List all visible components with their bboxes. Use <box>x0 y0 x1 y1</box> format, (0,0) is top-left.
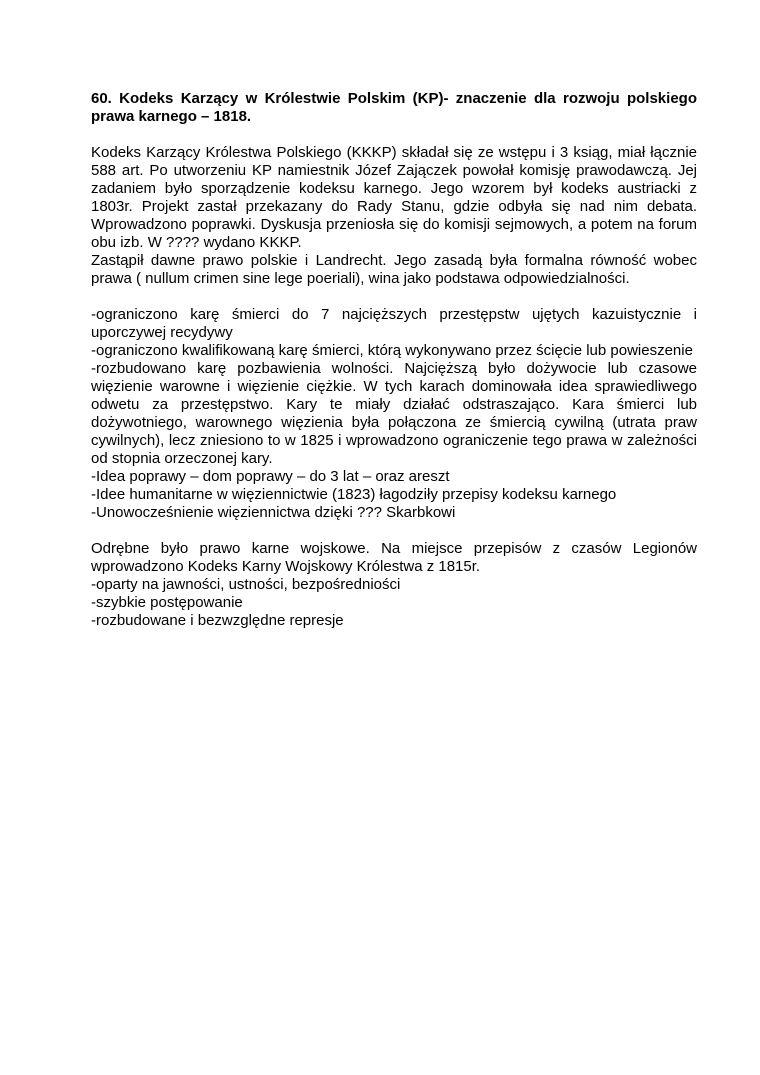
military-item-2: -szybkie postępowanie <box>91 594 243 611</box>
change-item-6: -Unowocześnienie więziennictwa dzięki ??? Skarbkowi <box>91 504 456 521</box>
military-item-3: -rozbudowane i bezwzględne represje <box>91 612 344 629</box>
change-item-4: -Idea poprawy – dom poprawy – do 3 lat – oraz areszt <box>91 468 450 485</box>
change-item-5: -Idee humanitarne w więziennictwie (1823) łagodziły przepisy kodeksu karnego <box>91 486 617 503</box>
change-item-1: -ograniczono karę śmierci do 7 najcięższych przestępstw ujętych kazuistycznie i uporczywej recydywy <box>91 306 697 341</box>
spacer <box>91 522 697 540</box>
military-item-1: -oparty na jawności, ustności, bezpośredniości <box>91 576 401 593</box>
military-paragraph: Odrębne było prawo karne wojskowe. Na miejsce przepisów z czasów Legionów wprowadzono Kodeks Karny Wojskowy Królestwa z 1815r. <box>91 540 697 575</box>
document-page <box>91 90 697 630</box>
change-item-3: -rozbudowano karę pozbawienia wolności. Najcięższą było dożywocie lub czasowe więzienie warowne i więzienie ciężkie. W tych karach dominowała idea sprawiedliwego odwetu za przestępstwo. Kary te miały działać odstraszająco. Kara śmierci lub dożywotniego, warownego więzienia była połączona ze śmiercią cywilną (utrata praw cywilnych), lecz zniesiono to w 1825 i wprowadzono ograniczenie tego prawa w zależności od stopnia orzeczonej kary. <box>91 360 697 467</box>
spacer <box>91 288 697 306</box>
intro-paragraph-2: Zastąpił dawne prawo polskie i Landrecht. Jego zasadą była formalna równość wobec prawa ( nullum crimen sine lege poeriali), wina jako podstawa odpowiedzialności. <box>91 252 697 287</box>
change-item-2: -ograniczono kwalifikowaną karę śmierci, którą wykonywano przez ścięcie lub powieszenie <box>91 342 693 359</box>
document-title: 60. Kodeks Karzący w Królestwie Polskim (KP)- znaczenie dla rozwoju polskiego prawa karnego – 1818. <box>91 90 697 125</box>
intro-paragraph-1: Kodeks Karzący Królestwa Polskiego (KKKP) składał się ze wstępu i 3 ksiąg, miał łącznie 588 art. Po utworzeniu KP namiestnik Józef Zajączek powołał komisję prawodawczą. Jej zadaniem było sporządzenie kodeksu karnego. Jego wzorem był kodeks austriacki z 1803r. Projekt zastał przekazany do Rady Stanu, gdzie odbyła się nad nim debata. Wprowadzono poprawki. Dyskusja przeniosła się do komisji sejmowych, a potem na forum obu izb. W ???? wydano KKKP. <box>91 144 697 251</box>
spacer <box>91 126 697 144</box>
